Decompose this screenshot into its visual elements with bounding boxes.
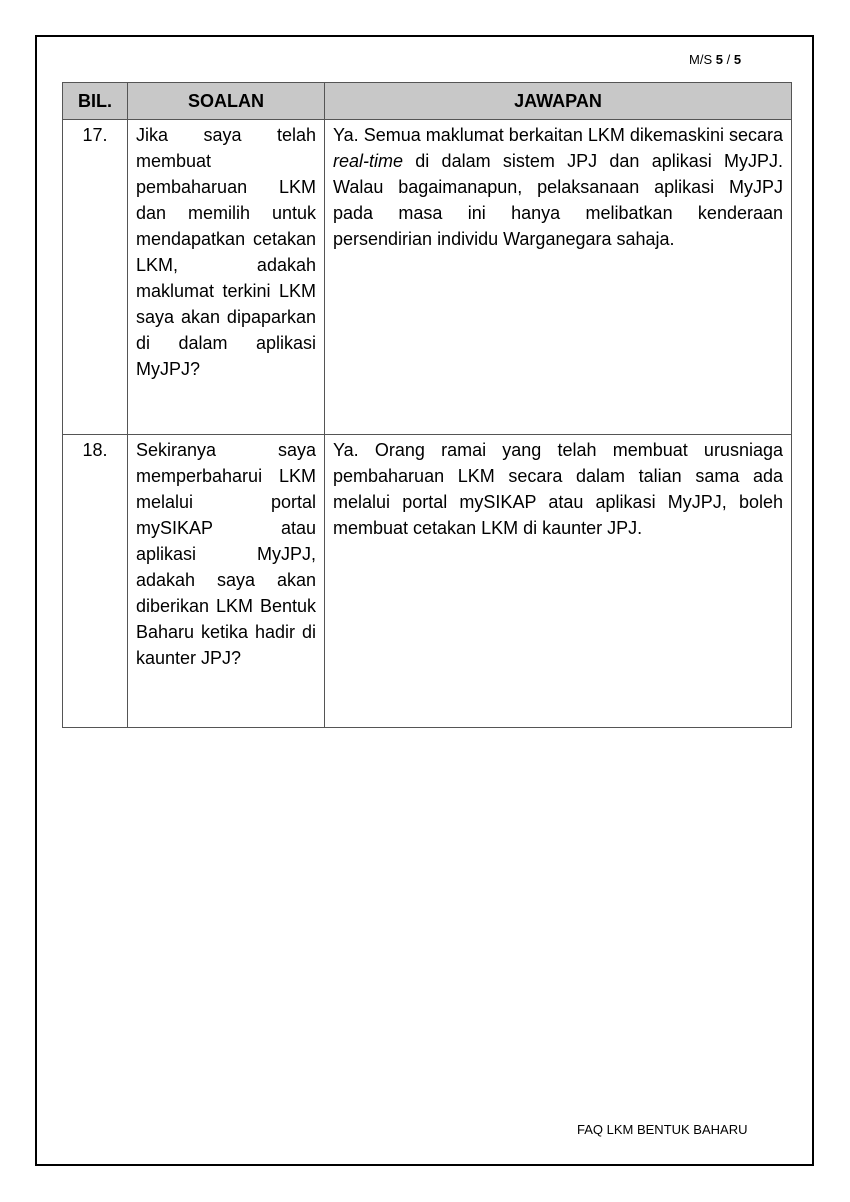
faq-table: [62, 82, 792, 728]
question-cell: Sekiranya saya memperbaharui LKM melalui portal mySIKAP atau aplikasi MyJPJ, adakah saya akan diberikan LKM Bentuk Baharu ketika hadir di kaunter JPJ?: [128, 435, 325, 728]
header-jawapan: JAWAPAN: [325, 83, 792, 120]
table-row: [63, 435, 792, 728]
table-header-row: [63, 83, 792, 120]
row-number: 18.: [63, 435, 128, 728]
answer-cell: Ya. Orang ramai yang telah membuat urusniaga pembaharuan LKM secara dalam talian sama ada melalui portal mySIKAP atau aplikasi MyJPJ, boleh membuat cetakan LKM di kaunter JPJ.: [325, 435, 792, 728]
row-number: 17.: [63, 120, 128, 435]
footer-title: FAQ LKM BENTUK BAHARU: [577, 1122, 748, 1137]
page-label: M/S: [689, 52, 713, 67]
page-total: 5: [733, 52, 742, 67]
header-soalan: SOALAN: [128, 83, 325, 120]
question-cell: Jika saya telah membuat pembaharuan LKM dan memilih untuk mendapatkan cetakan LKM, adakah maklumat terkini LKM saya akan dipaparkan di dalam aplikasi MyJPJ?: [128, 120, 325, 435]
answer-emphasis: real-time: [333, 151, 404, 171]
answer-cell: [325, 120, 792, 435]
answer-text: Ya. Semua maklumat berkaitan LKM dikemaskini secara: [333, 125, 783, 145]
page-separator: /: [722, 52, 734, 67]
page-current: 5: [715, 52, 723, 67]
answer-text: di dalam sistem JPJ dan aplikasi MyJPJ. Walau bagaimanapun, pelaksanaan aplikasi MyJPJ pada masa ini hanya melibatkan kenderaan persendirian individu Warganegara sahaja.: [333, 151, 783, 249]
table-row: [63, 120, 792, 435]
header-bil: BIL.: [63, 83, 128, 120]
page-number: [689, 52, 741, 67]
